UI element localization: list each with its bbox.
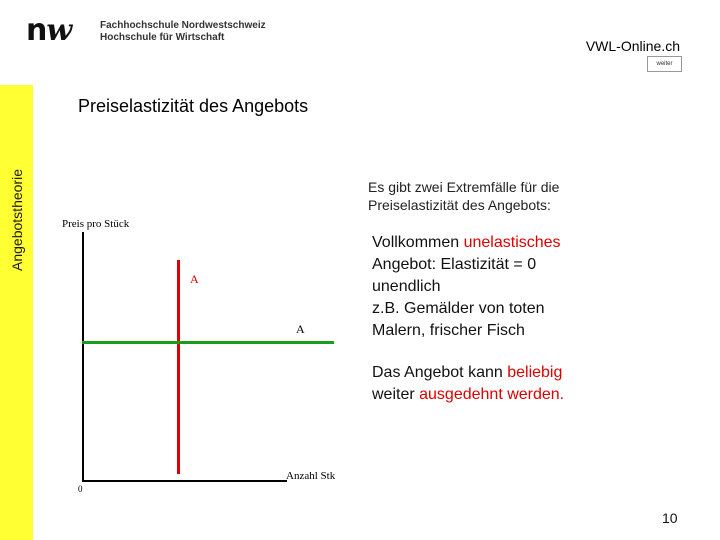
case-line-2: Angebot: Elastizität = 0 xyxy=(372,256,537,273)
school-name-line1: Fachhochschule Nordwestschweiz xyxy=(100,20,266,31)
origin-label: 0 xyxy=(78,484,83,494)
case-line-1: Vollkommen unelastisches xyxy=(372,234,561,251)
case-line-6: Das Angebot kann beliebig xyxy=(372,364,563,381)
school-name-line2: Hochschule für Wirtschaft xyxy=(100,32,225,43)
intro-text: Es gibt zwei Extremfälle für die Preiselastizität des Angebots: xyxy=(368,179,560,213)
case-line-3: unendlich xyxy=(372,278,441,295)
elastic-supply-line xyxy=(82,341,334,344)
x-axis-label: Anzahl Stk xyxy=(286,470,336,482)
slide-title: Preiselastizität des Angebots xyxy=(78,96,309,116)
school-name xyxy=(100,20,266,44)
elastic-curve-label: A xyxy=(296,322,305,336)
case-line-5: Malern, frischer Fisch xyxy=(372,322,525,339)
cases-text xyxy=(372,232,564,406)
fhnw-logo: nw xyxy=(26,13,72,48)
sidebar-label: Angebotstheorie xyxy=(8,169,25,271)
inelastic-curve-label: A xyxy=(190,272,199,286)
page-number: 10 xyxy=(662,510,678,526)
site-name[interactable]: VWL-Online.ch xyxy=(585,38,680,54)
x-axis xyxy=(82,480,287,482)
y-axis-label: Preis pro Stück xyxy=(62,218,130,230)
next-button[interactable]: weiter xyxy=(647,56,682,72)
inelastic-supply-line xyxy=(177,260,180,474)
case-line-7: weiter ausgedehnt werden. xyxy=(372,386,565,403)
case-line-4: z.B. Gemälder von toten xyxy=(372,300,545,317)
y-axis xyxy=(82,232,84,482)
